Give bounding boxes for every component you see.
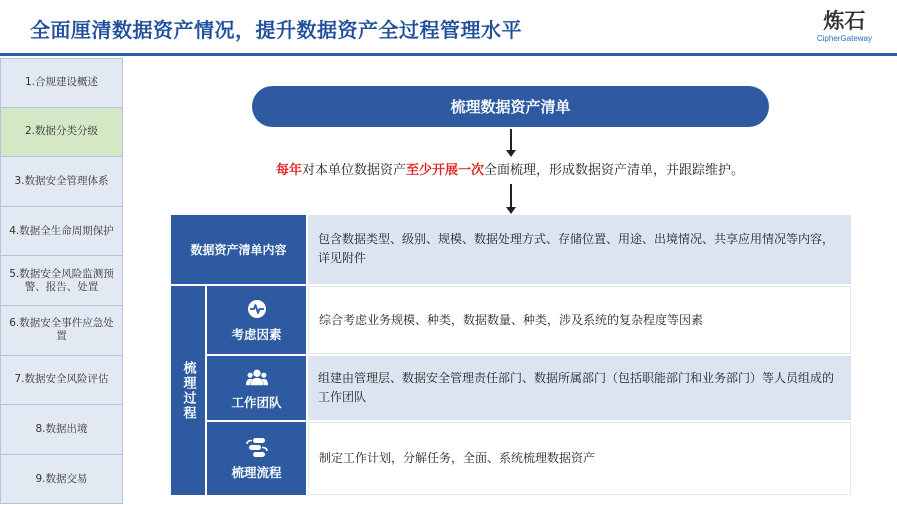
- process-label-text: 梳理流程: [231, 465, 282, 480]
- heartbeat-icon: [246, 298, 268, 320]
- statement-text: [123, 159, 897, 178]
- sidebar: [0, 58, 123, 505]
- process-label: [207, 422, 306, 495]
- header-divider: [0, 53, 897, 56]
- sidebar-item-risk-monitoring[interactable]: 5.数据安全风险监测预警、报告、处置: [0, 256, 123, 306]
- main-content: [123, 58, 897, 505]
- team-label: [207, 356, 306, 420]
- sidebar-item-lifecycle-protection[interactable]: 4.数据全生命周期保护: [0, 207, 123, 257]
- sidebar-item-security-management[interactable]: 3.数据安全管理体系: [0, 157, 123, 207]
- team-desc: 组建由管理层、数据安全管理责任部门、数据所属部门（包括职能部门和业务部门）等人员组成的工作团队: [308, 356, 851, 420]
- sidebar-item-data-classification[interactable]: 2.数据分类分级: [0, 108, 123, 158]
- down-arrow-icon: [510, 184, 512, 208]
- factors-label: [207, 286, 306, 354]
- team-label-text: 工作团队: [231, 394, 282, 410]
- logo-text: CipherGateway: [816, 34, 872, 43]
- inventory-content-label: 数据资产清单内容: [171, 215, 306, 284]
- header: [0, 0, 897, 58]
- sidebar-item-risk-assessment[interactable]: 7.数据安全风险评估: [0, 356, 123, 406]
- section-banner: 梳理数据资产清单: [252, 86, 769, 127]
- sidebar-item-incident-response[interactable]: 6.数据安全事件应急处置: [0, 306, 123, 356]
- statement-segment: 全面梳理，形成数据资产清单，并跟踪维护。: [484, 163, 745, 178]
- process-desc: 制定工作计划，分解任务，全面、系统梳理数据资产: [308, 422, 851, 495]
- team-icon: [246, 366, 268, 388]
- statement-emphasis: 每年: [275, 163, 302, 178]
- logo-mark: 炼石: [823, 9, 866, 33]
- inventory-content-desc: 包含数据类型、级别、规模、数据处理方式、存储位置、用途、出境情况、共享应用情况等内容，详见附件: [308, 215, 851, 284]
- statement-emphasis: 至少开展一次: [406, 163, 485, 178]
- page-title: 全面厘清数据资产情况，提升数据资产全过程管理水平: [30, 18, 522, 42]
- statement-segment: 对本单位数据资产: [301, 163, 406, 178]
- factors-desc: 综合考虑业务规模、种类，数据数量、种类，涉及系统的复杂程度等因素: [308, 286, 851, 354]
- sidebar-item-data-export[interactable]: 8.数据出境: [0, 405, 123, 455]
- factors-label-text: 考虑因素: [231, 326, 282, 342]
- process-group-label: 梳理过程: [171, 286, 205, 495]
- asset-inventory-table: [171, 215, 851, 495]
- sidebar-item-compliance-overview[interactable]: 1.合规建设概述: [0, 58, 123, 108]
- down-arrow-icon: [510, 129, 512, 151]
- flow-icon: [246, 436, 268, 458]
- sidebar-item-data-trading[interactable]: 9.数据交易: [0, 455, 123, 505]
- logo: [817, 8, 872, 44]
